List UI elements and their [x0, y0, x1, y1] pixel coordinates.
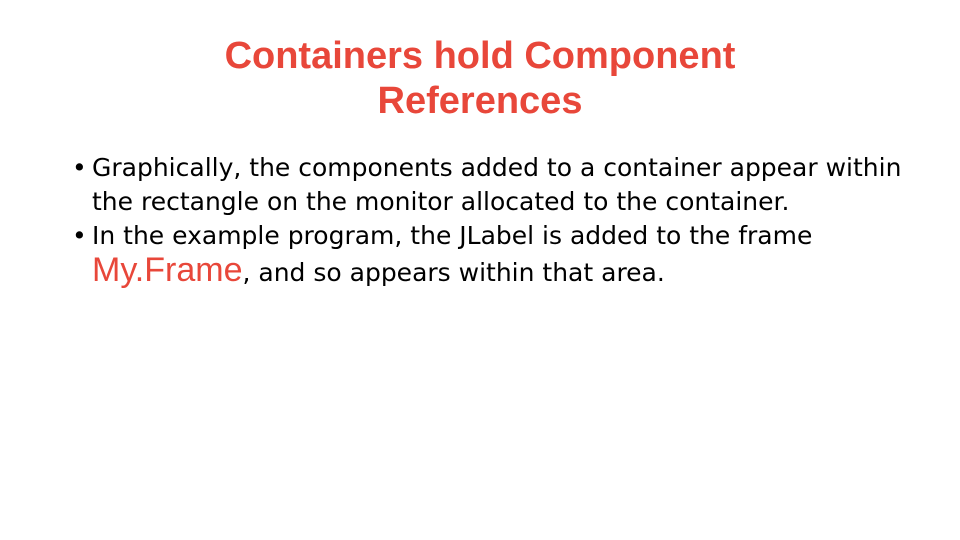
bullet-text: Graphically, the components added to a container appear within the rectangle on the monitor allocated to the container. — [92, 153, 902, 216]
slide-title: Containers hold Component References — [224, 35, 736, 122]
bullet-list — [70, 151, 910, 290]
bullet-marker: • — [72, 221, 87, 250]
bullet-marker: • — [72, 153, 87, 182]
frame-name-highlight: My.Frame — [92, 251, 243, 289]
bullet-text-before: In the example program, the JLabel is added to the frame — [92, 221, 813, 250]
bullet-text-after: , and so appears within that area. — [242, 258, 665, 287]
bullet-item-example-program — [70, 219, 910, 290]
bullet-item-graphically — [70, 151, 910, 219]
